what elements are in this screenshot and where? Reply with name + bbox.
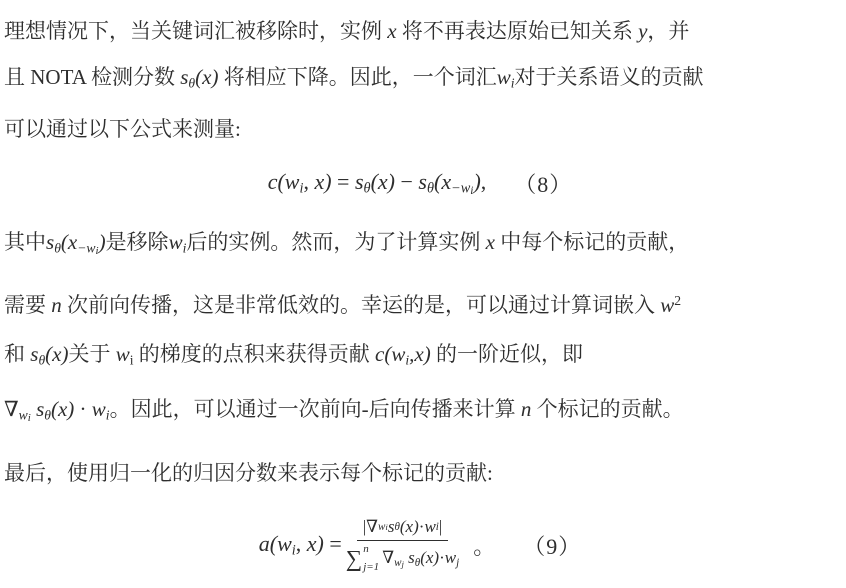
- sum-operator: [346, 544, 379, 573]
- text-run: y: [638, 19, 648, 43]
- text-run: i: [129, 352, 134, 368]
- text-run: 将相应下降。因此，一个词汇: [218, 65, 497, 89]
- text-run: c: [375, 342, 385, 367]
- text-run: 后的实例。然而，为了计算实例: [186, 230, 486, 255]
- text-run: (: [370, 169, 378, 195]
- text-run: θ: [426, 180, 434, 197]
- text-run: i: [291, 542, 296, 559]
- equation-9: [4, 502, 836, 588]
- text-run: i: [435, 521, 439, 534]
- text-run: s: [418, 169, 427, 195]
- text-run: x: [314, 169, 325, 195]
- text-run: ·: [439, 548, 445, 568]
- text-run: 和: [4, 342, 31, 367]
- text-run: θ: [414, 557, 421, 570]
- text-run: i: [182, 240, 187, 256]
- text-run: x: [485, 230, 495, 255]
- text-run: θ: [44, 406, 51, 422]
- text-run: w: [660, 293, 675, 318]
- text-run: w: [444, 548, 457, 568]
- text-run: (: [195, 65, 203, 89]
- text-run: s: [354, 169, 364, 195]
- text-run: =: [323, 531, 342, 557]
- text-run: ): [67, 396, 75, 421]
- text-run: j: [456, 557, 460, 570]
- text-run: 对于关系语义的贡献: [514, 65, 704, 89]
- paragraph-explanation: [4, 218, 836, 442]
- text-run: 的梯度的点积来获得贡献: [133, 342, 376, 367]
- equation-8: [4, 160, 836, 206]
- text-line: [4, 8, 836, 54]
- text-run: ): [473, 169, 481, 195]
- text-run: ∇: [382, 548, 395, 568]
- text-run: c: [267, 169, 278, 195]
- text-run: =: [331, 169, 355, 195]
- text-run: 。因此，可以通过一次前向-后向传播来计算: [109, 396, 521, 421]
- text-run: s: [46, 230, 55, 255]
- text-run: i: [299, 180, 304, 197]
- text-run: (: [269, 531, 278, 557]
- equation-8-number: （8）: [514, 171, 573, 197]
- equation-8-formula: [268, 169, 487, 198]
- text-run: w: [18, 406, 28, 422]
- text-run: w: [377, 521, 386, 534]
- text-line: [4, 218, 836, 276]
- text-run: ,: [480, 169, 487, 195]
- text-run: x: [306, 531, 317, 557]
- text-run: n: [520, 396, 532, 421]
- equation-9-lhs: [259, 531, 342, 560]
- text-run: ，并: [647, 19, 690, 43]
- sum-lower-limit: j=1: [363, 561, 380, 574]
- text-run: j: [401, 559, 404, 570]
- text-run: ,: [303, 169, 315, 195]
- text-run: (: [50, 396, 58, 421]
- text-run: θ: [188, 75, 196, 91]
- text-run: i: [27, 411, 31, 424]
- text-run: 次前向传播，这是非常低效的。幸运的是，可以通过计算词嵌入: [61, 293, 661, 318]
- text-run: w: [284, 169, 300, 195]
- text-run: (: [45, 342, 53, 367]
- text-line: [4, 106, 836, 152]
- text-run: w: [394, 557, 402, 570]
- text-run: i: [470, 185, 474, 198]
- equation-9-numerator: [357, 517, 449, 541]
- text-run: x: [441, 169, 452, 195]
- sentence-period: 。: [473, 533, 496, 559]
- text-run: (: [420, 548, 426, 568]
- text-run: ): [324, 169, 332, 195]
- text-run: ): [423, 342, 431, 367]
- text-run: ∇: [366, 517, 378, 537]
- text-run: 中每个标记的贡献，: [494, 230, 690, 255]
- text-run: i: [105, 406, 110, 422]
- text-run: ): [433, 548, 440, 568]
- text-run: (: [277, 169, 285, 195]
- text-run: |: [438, 517, 443, 537]
- paragraph-final: [4, 450, 836, 496]
- text-run: s: [408, 548, 415, 568]
- text-run: i: [405, 352, 410, 368]
- text-run: (: [60, 230, 68, 255]
- paragraph-intro: [4, 8, 836, 152]
- text-run: ,: [295, 531, 307, 557]
- text-run: w: [91, 396, 106, 421]
- text-run: −w: [451, 180, 471, 197]
- text-run: θ: [38, 352, 46, 368]
- text-run: ): [61, 342, 69, 367]
- text-run: x: [52, 342, 62, 367]
- text-run: w: [424, 517, 436, 537]
- text-run: i: [510, 75, 515, 91]
- text-line: [4, 54, 836, 106]
- text-run: 最后，使用归一化的归因分数来表示每个标记的贡献:: [4, 461, 493, 486]
- text-run: 个标记的贡献。: [531, 396, 684, 421]
- text-run: 需要: [4, 293, 52, 318]
- text-run: w: [115, 342, 130, 367]
- text-run: 关于: [68, 342, 116, 367]
- equation-9-denominator: [346, 541, 459, 573]
- text-run: ·: [418, 517, 425, 537]
- text-run: s: [36, 396, 45, 421]
- text-run: i: [95, 245, 99, 258]
- text-run: x: [414, 342, 424, 367]
- text-run: 其中: [4, 230, 46, 255]
- text-run: s: [30, 342, 39, 367]
- text-run: w: [391, 342, 406, 367]
- equation-9-number: （9）: [523, 533, 582, 559]
- equation-9-fraction: [346, 517, 459, 573]
- text-run: x: [425, 548, 434, 568]
- sigma-icon: ∑: [345, 546, 363, 572]
- text-run: (: [384, 342, 392, 367]
- text-run: n: [51, 293, 62, 318]
- text-line: [4, 450, 836, 496]
- sum-upper-limit: n: [363, 543, 369, 556]
- text-run: (: [399, 517, 406, 537]
- text-run: ,: [409, 342, 415, 367]
- text-run: θ: [394, 521, 400, 534]
- text-run: i: [385, 522, 388, 533]
- text-run: x: [67, 230, 78, 255]
- text-run: s: [387, 517, 395, 537]
- text-line: [4, 330, 836, 384]
- text-run: 2: [674, 293, 682, 309]
- text-run: 理想情况下，当关键词汇被移除时，实例: [4, 19, 388, 43]
- text-run: 且 NOTA 检测分数: [4, 65, 181, 89]
- text-run: w: [168, 230, 183, 255]
- text-run: x: [377, 169, 388, 195]
- text-run: 是移除: [105, 230, 169, 255]
- denominator-terms: [382, 548, 459, 569]
- text-run: 的一阶近似，即: [430, 342, 583, 367]
- text-run: x: [57, 396, 68, 421]
- text-run: ): [98, 230, 106, 255]
- text-run: θ: [54, 240, 61, 256]
- text-run: w: [496, 65, 511, 89]
- text-run: ): [316, 531, 324, 557]
- text-run: 将不再表达原始已知关系: [396, 19, 639, 43]
- text-run: s: [180, 65, 189, 89]
- text-run: (: [434, 169, 442, 195]
- text-run: x: [387, 19, 397, 43]
- sum-limits: [363, 544, 379, 573]
- text-line: [4, 276, 836, 330]
- text-run: |: [362, 517, 367, 537]
- text-run: a: [258, 531, 270, 557]
- text-run: ): [413, 517, 419, 537]
- text-run: −w: [77, 240, 96, 256]
- text-run: ∇: [4, 396, 19, 421]
- text-run: −: [394, 169, 419, 195]
- text-run: x: [202, 65, 212, 89]
- text-run: 可以通过以下公式来测量:: [4, 117, 241, 142]
- text-run: w: [277, 531, 292, 557]
- text-run: θ: [363, 180, 371, 197]
- text-run: ): [211, 65, 219, 89]
- text-run: ·: [74, 396, 92, 421]
- text-run: x: [405, 517, 414, 537]
- text-run: ): [387, 169, 395, 195]
- text-line: [4, 385, 836, 443]
